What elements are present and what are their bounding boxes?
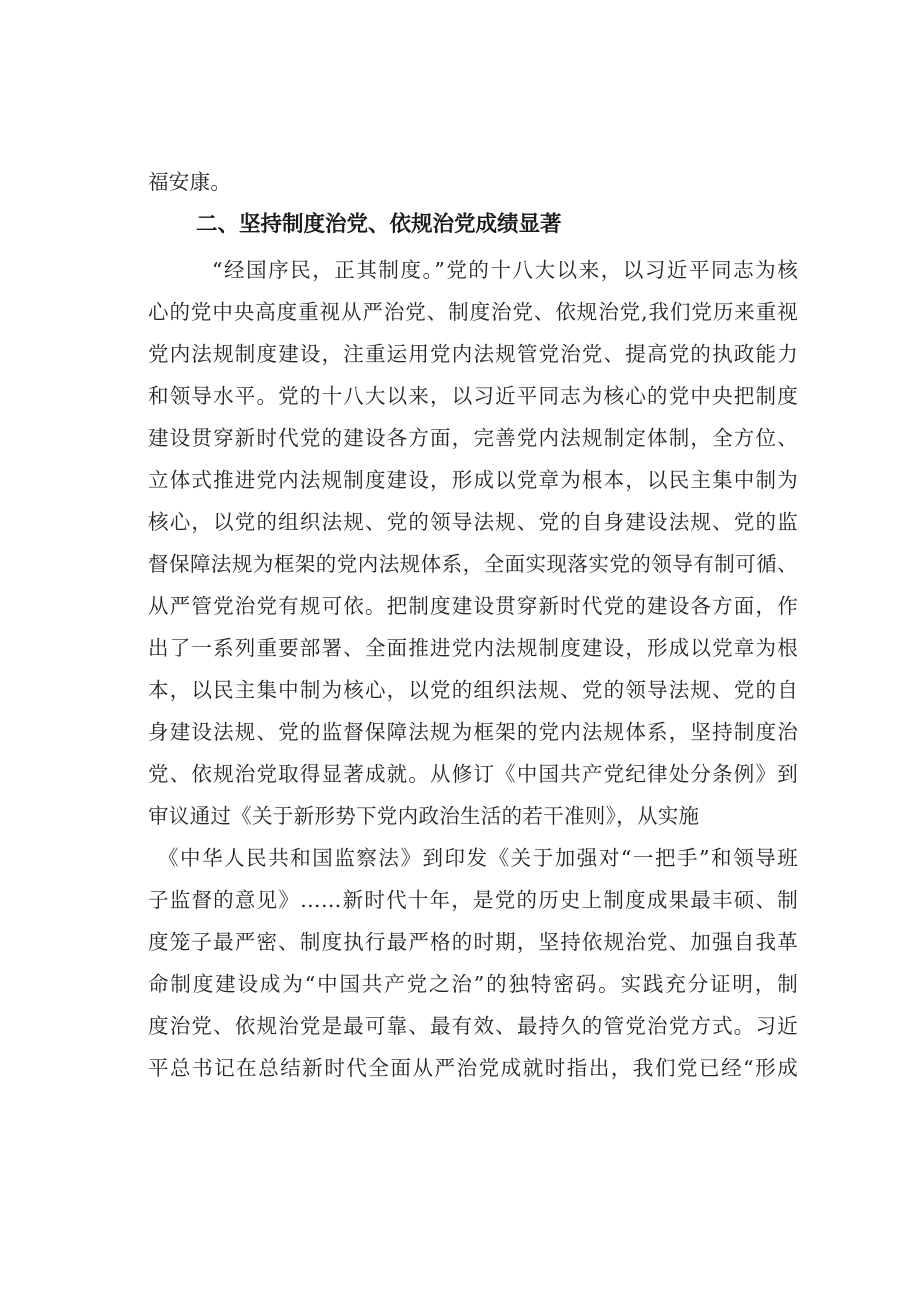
paragraph-line: 督保障法规为框架的党内法规体系，全面实现落实党的领导有制可循、 bbox=[148, 552, 798, 576]
paragraph-line: 立体式推进党内法规制度建设，形成以党章为根本，以民主集中制为 bbox=[148, 468, 798, 492]
paragraph-line: 核心，以党的组织法规、党的领导法规、党的自身建设法规、党的监 bbox=[148, 510, 798, 534]
paragraph-line: 党内法规制度建设，注重运用党内法规管党治党、提高党的执政能力 bbox=[148, 342, 798, 366]
paragraph-line: 从严管党治党有规可依。把制度建设贯穿新时代党的建设各方面，作 bbox=[148, 594, 798, 618]
paragraph-line: 平总书记在总结新时代全面从严治党成就时指出，我们党已经“形成 bbox=[148, 1056, 798, 1080]
paragraph-line: 度治党、依规治党是最可靠、最有效、最持久的管党治党方式。习近 bbox=[148, 1014, 798, 1038]
paragraph-line: 审议通过《关于新形势下党内政治生活的若干准则》，从实施 bbox=[148, 804, 700, 828]
lead-line: 福安康。 bbox=[148, 170, 232, 194]
paragraph-line: 度笼子最严密、制度执行最严格的时期，坚持依规治党、加强自我革 bbox=[148, 930, 798, 954]
paragraph-line: 命制度建设成为“中国共产党之治”的独特密码。实践充分证明，制 bbox=[148, 972, 798, 996]
paragraph-line: 出了一系列重要部署、全面推进党内法规制度建设，形成以党章为根 bbox=[148, 636, 798, 660]
paragraph-line: 党、依规治党取得显著成就。从修订《中国共产党纪律处分条例》到 bbox=[148, 762, 798, 786]
paragraph-line: 子监督的意见》……新时代十年，是党的历史上制度成果最丰硕、制 bbox=[148, 888, 798, 912]
section-heading: 二、坚持制度治党、依规治党成绩显著 bbox=[196, 212, 562, 237]
paragraph-line: 《中华人民共和国监察法》到印发《关于加强对“一把手”和领导班 bbox=[158, 846, 798, 870]
paragraph-line: 身建设法规、党的监督保障法规为框架的党内法规体系，坚持制度治 bbox=[148, 720, 798, 744]
paragraph-line: “经国序民，正其制度。”党的十八大以来，以习近平同志为核 bbox=[212, 258, 798, 282]
paragraph-line: 心的党中央高度重视从严治党、制度治党、依规治党,我们党历来重视 bbox=[148, 300, 798, 324]
paragraph-line: 建设贯穿新时代党的建设各方面，完善党内法规制定体制，全方位、 bbox=[148, 426, 798, 450]
paragraph-line: 本，以民主集中制为核心，以党的组织法规、党的领导法规、党的自 bbox=[148, 678, 798, 702]
paragraph-line: 和领导水平。党的十八大以来，以习近平同志为核心的党中央把制度 bbox=[148, 384, 798, 408]
